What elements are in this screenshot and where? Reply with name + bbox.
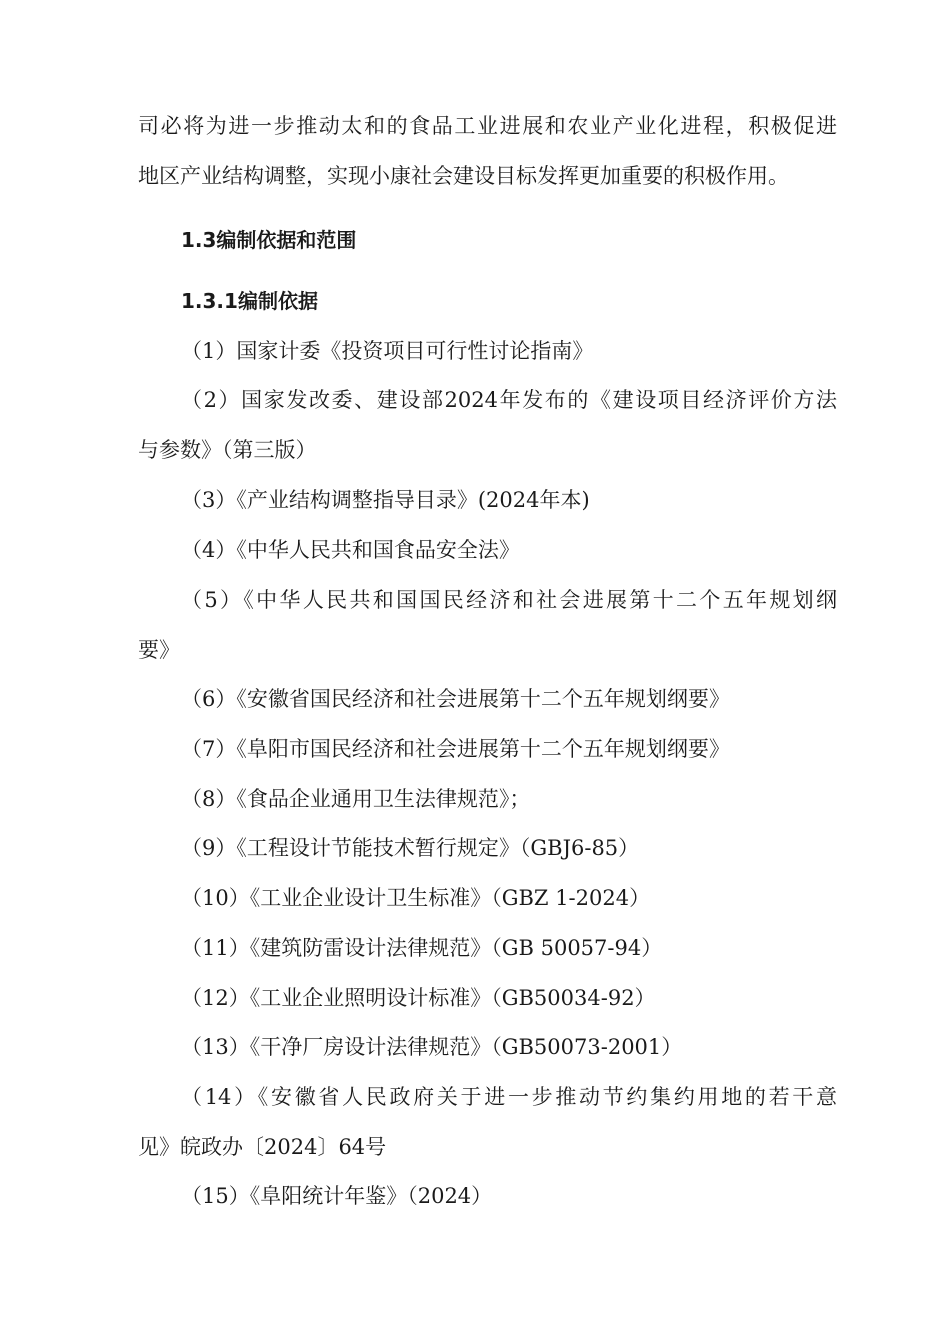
list-item-14-line-1: （14）《安徽省人民政府关于进一步推动节约集约用地的若干意 — [181, 1085, 837, 1109]
intro-paragraph-line-2: 地区产业结构调整，实现小康社会建设目标发挥更加重要的积极作用。 — [138, 164, 789, 188]
list-item-1: （1）国家计委《投资项目可行性讨论指南》 — [181, 339, 594, 363]
list-item-13: （13）《干净厂房设计法律规范》（GB50073-2001） — [181, 1035, 683, 1059]
list-item-4: （4）《中华人民共和国食品安全法》 — [181, 538, 520, 562]
list-item-3: （3）《产业结构调整指导目录》(2024年本) — [181, 488, 590, 512]
list-item-15: （15）《阜阳统计年鉴》（2024） — [181, 1184, 493, 1208]
list-item-5-line-1: （5）《中华人民共和国国民经济和社会进展第十二个五年规划纲 — [181, 588, 837, 612]
list-item-12: （12）《工业企业照明设计标准》（GB50034-92） — [181, 986, 656, 1010]
section-heading-1-3: 1.3编制依据和范围 — [181, 228, 357, 252]
list-item-2-line-1: （2）国家发改委、建设部2024年发布的《建设项目经济评价方法 — [181, 388, 837, 412]
list-item-7: （7）《阜阳市国民经济和社会进展第十二个五年规划纲要》 — [181, 737, 730, 761]
list-item-10: （10）《工业企业设计卫生标准》（GBZ 1-2024） — [181, 886, 651, 910]
intro-paragraph-line-1: 司必将为进一步推动太和的食品工业进展和农业产业化进程，积极促进 — [138, 114, 837, 138]
list-item-11: （11）《建筑防雷设计法律规范》（GB 50057-94） — [181, 936, 663, 960]
list-item-14-line-2: 见》皖政办〔2024〕64号 — [138, 1135, 387, 1159]
list-item-9: （9）《工程设计节能技术暂行规定》（GBJ6-85） — [181, 836, 640, 860]
list-item-8: （8）《食品企业通用卫生法律规范》； — [181, 787, 531, 811]
list-item-2-line-2: 与参数》（第三版） — [138, 438, 317, 462]
list-item-6: （6）《安徽省国民经济和社会进展第十二个五年规划纲要》 — [181, 687, 730, 711]
section-heading-1-3-1: 1.3.1编制依据 — [181, 289, 318, 313]
list-item-5-line-2: 要》 — [138, 638, 180, 662]
